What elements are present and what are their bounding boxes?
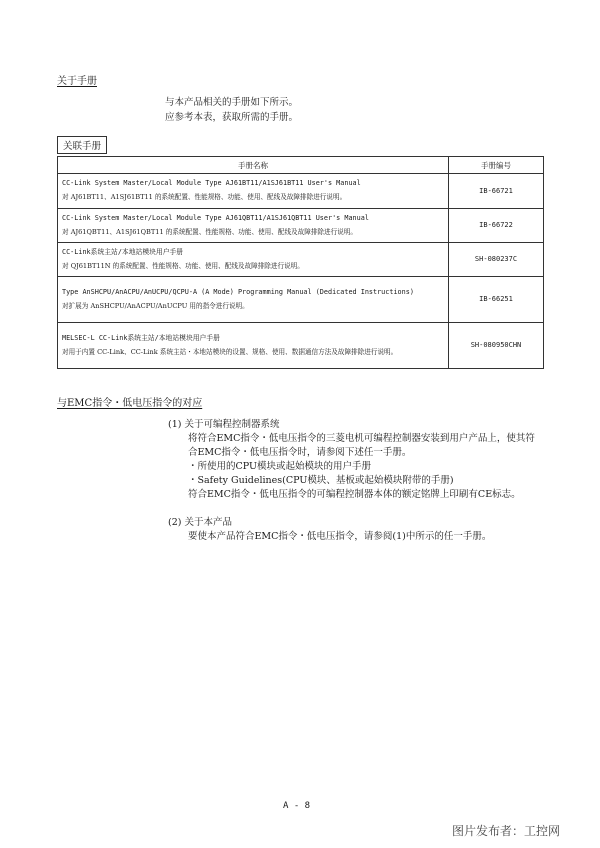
manual-name-cell [58, 243, 449, 277]
manual-description: 对 AJ61BT11、A1SJ61BT11 的系统配置、性能规格、功能、使用、配线及故障排除进行说明。 [62, 193, 347, 201]
manual-description: 对 AJ61QBT11、A1SJ61QBT11 的系统配置、性能规格、功能、使用、配线及故障排除进行说明。 [62, 227, 357, 236]
column-header-number: 手册编号 [449, 157, 544, 174]
section-title-emc: 与EMC指令・低电压指令的对应 [57, 398, 203, 409]
table-row [58, 277, 544, 323]
manual-title: CC-Link System Master/Local Module Type AJ61QBT11/A1SJ61QBT11 User's Manual [62, 213, 369, 222]
manual-description: 对扩展为 AnSHCPU/AnACPU/AnUCPU 用的指令进行说明。 [62, 301, 249, 310]
emc-item-1-line-2: 合EMC指令・低电压指令时，请参阅下述任一手册。 [188, 447, 412, 458]
table-row [58, 209, 544, 243]
manual-number: IB-66722 [449, 209, 544, 243]
manual-title: Type AnSHCPU/AnACPU/AnUCPU/QCPU-A (A Mode) Programming Manual (Dedicated Instructions) [62, 287, 414, 296]
emc-item-1-heading: (1) 关于可编程控制器系统 [168, 419, 280, 430]
page-number: A - 8 [283, 801, 311, 811]
manual-description: 对用于内置 CC-Link、CC-Link 系统主站・本地站模块的设置、规格、使用、数据通信方法及故障排除进行说明。 [62, 347, 398, 356]
emc-item-1-line-1: 将符合EMC指令・低电压指令的三菱电机可编程控制器安装到用户产品上，使其符 [188, 433, 535, 444]
emc-item-1-bullet-1: ・所使用的CPU模块或起始模块的用户手册 [188, 461, 372, 472]
intro-text [165, 95, 298, 125]
emc-item-1-body [168, 432, 548, 502]
related-manuals-label: 关联手册 [57, 136, 107, 154]
table-row [58, 174, 544, 209]
related-manuals-table [57, 156, 544, 369]
manual-description: 对 QJ61BT11N 的系统配置、性能规格、功能、使用、配线及故障排除进行说明。 [62, 261, 304, 270]
section-title-about-manuals: 关于手册 [57, 76, 97, 87]
emc-item-2-heading: (2) 关于本产品 [168, 517, 232, 528]
manual-title: CC-Link系统主站/本地站模块用户手册 [62, 247, 184, 256]
emc-item-2 [168, 516, 548, 544]
manual-name-cell [58, 174, 449, 209]
manual-number: IB-66721 [449, 174, 544, 209]
column-header-name: 手册名称 [58, 157, 449, 174]
emc-item-1-line-3: 符合EMC指令・低电压指令的可编程控制器本体的额定铭牌上印刷有CE标志。 [188, 489, 521, 500]
table-header-row [58, 157, 544, 174]
emc-item-1 [168, 418, 548, 502]
manual-name-cell [58, 209, 449, 243]
manual-name-cell [58, 323, 449, 369]
emc-item-1-bullet-2: ・Safety Guidelines(CPU模块、基板或起始模块附带的手册) [188, 475, 454, 486]
manual-name-cell [58, 277, 449, 323]
manual-title: CC-Link System Master/Local Module Type AJ61BT11/A1SJ61BT11 User's Manual [62, 179, 361, 187]
intro-line-2: 应参考本表，获取所需的手册。 [165, 112, 299, 123]
table-row [58, 243, 544, 277]
manual-number: SH-080237C [449, 243, 544, 277]
intro-line-1: 与本产品相关的手册如下所示。 [165, 97, 299, 108]
manual-number: IB-66251 [449, 277, 544, 323]
manual-title: MELSEC-L CC-Link系统主站/本地站模块用户手册 [62, 333, 220, 342]
emc-item-2-line-1: 要使本产品符合EMC指令・低电压指令，请参阅(1)中所示的任一手册。 [188, 531, 492, 542]
manual-number: SH-080950CHN [449, 323, 544, 369]
watermark-text: 图片发布者：工控网 [452, 824, 561, 838]
table-row [58, 323, 544, 369]
